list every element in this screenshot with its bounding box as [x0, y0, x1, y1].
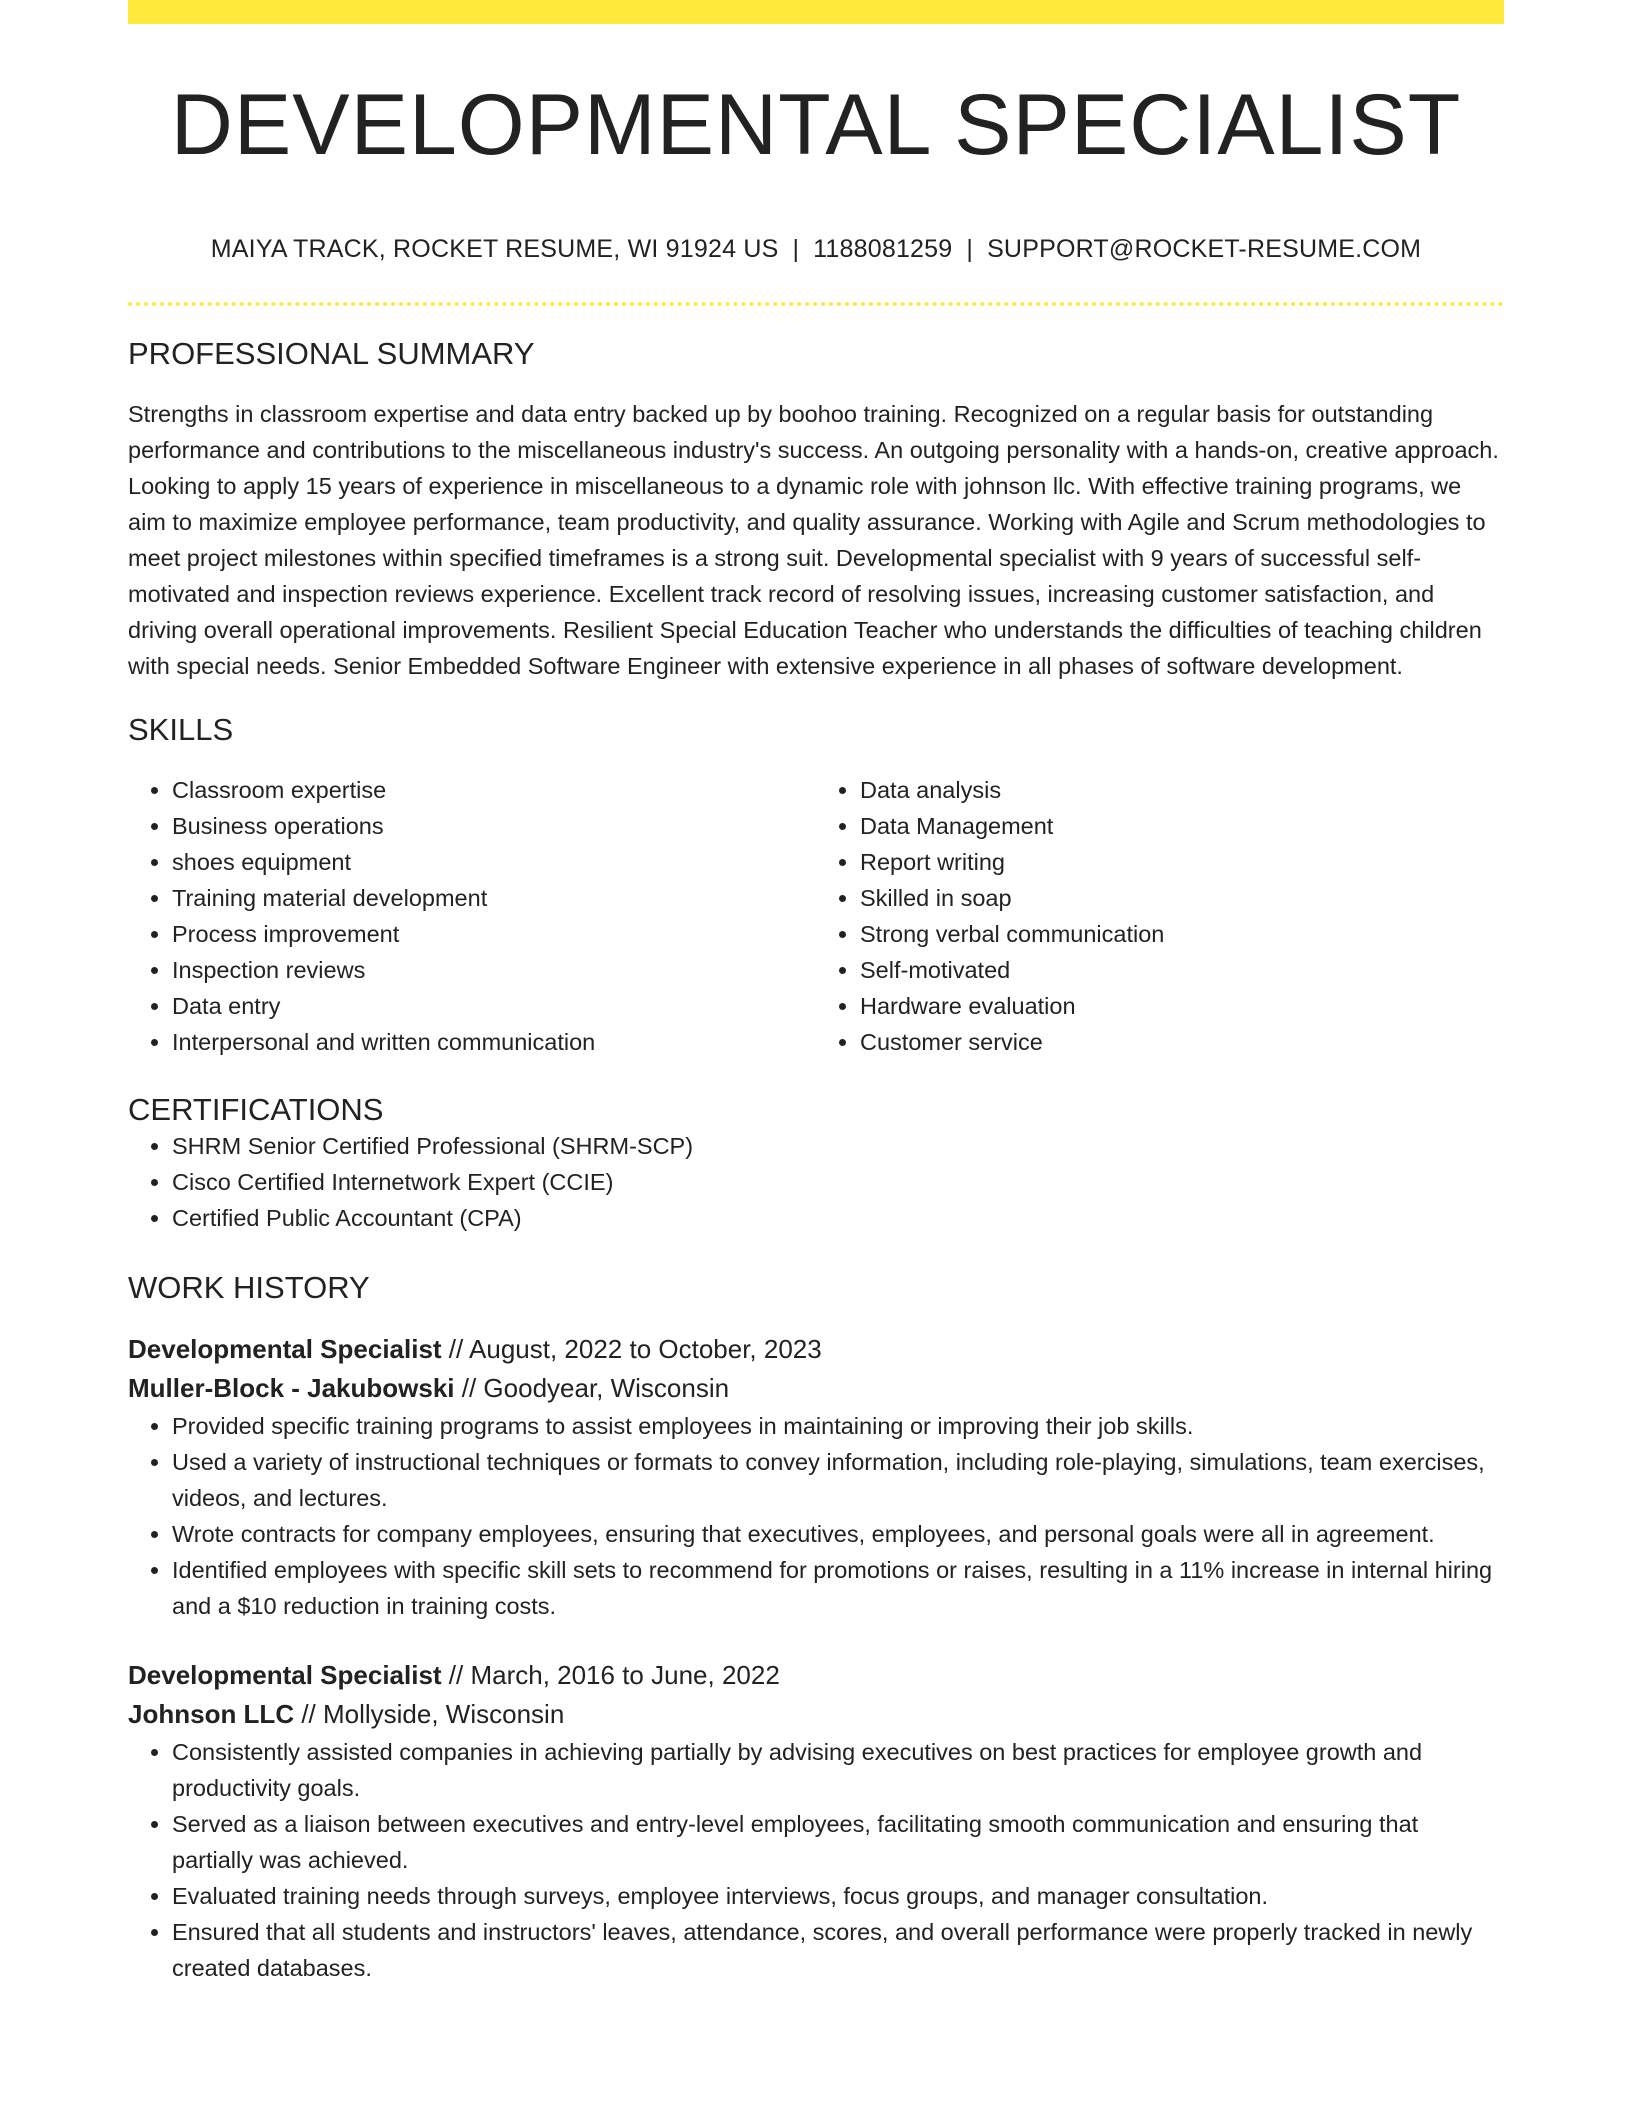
- job-role: Developmental Specialist: [128, 1334, 442, 1364]
- certifications-heading: CERTIFICATIONS: [128, 1092, 384, 1127]
- job-bullet: • Evaluated training needs through surveys, employee interviews, focus groups, and manager consultation.: [172, 1878, 1504, 1914]
- job-role-line: [128, 1656, 1504, 1695]
- skill-item: • Report writing: [860, 844, 1504, 880]
- contact-line: [128, 234, 1504, 264]
- skill-item: • Data analysis: [860, 772, 1504, 808]
- job-company: Johnson LLC: [128, 1699, 295, 1729]
- skill-item: • Training material development: [172, 880, 816, 916]
- job-bullet: • Provided specific training programs to assist employees in maintaining or improving their job skills.: [172, 1408, 1504, 1444]
- skill-item: • Data Management: [860, 808, 1504, 844]
- top-accent-bar: [128, 0, 1504, 24]
- job-company-line: [128, 1369, 1504, 1408]
- job-role: Developmental Specialist: [128, 1660, 442, 1690]
- job-entry: [128, 1656, 1504, 1986]
- skill-item: • Data entry: [172, 988, 816, 1024]
- job-bullets: [128, 1408, 1504, 1624]
- job-role-line: [128, 1330, 1504, 1369]
- job-bullets: [128, 1734, 1504, 1986]
- skills-list-right: [816, 772, 1504, 1060]
- skill-item: • Skilled in soap: [860, 880, 1504, 916]
- job-entry: [128, 1330, 1504, 1624]
- summary-text: Strengths in classroom expertise and data entry backed up by boohoo training. Recognized on a regular basis for outstanding performance and contributions to the miscellaneous industry's success. An outgoing personality with a hands-on, creative approach. Looking to apply 15 years of experience in miscellaneous to a dynamic role with johnson llc. With effective training programs, we aim to maximize employee performance, team productivity, and quality assurance. Working with Agile and Scrum methodologies to meet project milestones within specified timeframes is a strong suit. Developmental specialist with 9 years of successful self-motivated and inspection reviews experience. Excellent track record of resolving issues, increasing customer satisfaction, and driving overall operational improvements. Resilient Special Education Teacher who understands the difficulties of teaching children with special needs. Senior Embedded Software Engineer with extensive experience in all phases of software development.: [128, 401, 1499, 679]
- skill-item: • Customer service: [860, 1024, 1504, 1060]
- job-company: Muller-Block - Jakubowski: [128, 1373, 455, 1403]
- contact-separator: |: [792, 235, 800, 263]
- skill-item: • Interpersonal and written communication: [172, 1024, 816, 1060]
- certifications-list: [128, 1128, 1504, 1236]
- job-bullet: • Used a variety of instructional techniques or formats to convey information, including role-playing, simulations, team exercises, videos, and lectures.: [172, 1444, 1504, 1516]
- job-dates: // March, 2016 to June, 2022: [441, 1660, 780, 1690]
- skill-item: • Inspection reviews: [172, 952, 816, 988]
- resume-page: [128, 0, 1504, 1986]
- job-location: // Mollyside, Wisconsin: [294, 1699, 565, 1729]
- job-bullet: • Served as a liaison between executives and entry-level employees, facilitating smooth communication and ensuring that partially was achieved.: [172, 1806, 1504, 1878]
- skills-list-left: [128, 772, 816, 1060]
- skills-columns: [128, 772, 1504, 1060]
- job-dates: // August, 2022 to October, 2023: [441, 1334, 822, 1364]
- skill-item: • Classroom expertise: [172, 772, 816, 808]
- certification-item: • SHRM Senior Certified Professional (SHRM-SCP): [172, 1128, 1504, 1164]
- contact-separator: |: [966, 235, 974, 263]
- job-location: // Goodyear, Wisconsin: [454, 1373, 730, 1403]
- contact-phone: 1188081259: [813, 235, 953, 263]
- skills-heading: SKILLS: [128, 712, 234, 747]
- page-title: DEVELOPMENTAL SPECIALIST: [170, 77, 1462, 173]
- job-bullet: • Ensured that all students and instructors' leaves, attendance, scores, and overall performance were properly tracked in newly created databases.: [172, 1914, 1504, 1986]
- skill-item: • Self-motivated: [860, 952, 1504, 988]
- job-bullet: • Identified employees with specific skill sets to recommend for promotions or raises, resulting in a 11% increase in internal hiring and a $10 reduction in training costs.: [172, 1552, 1504, 1624]
- contact-email: SUPPORT@ROCKET-RESUME.COM: [987, 235, 1422, 263]
- skill-item: • Business operations: [172, 808, 816, 844]
- certification-item: • Cisco Certified Internetwork Expert (CCIE): [172, 1164, 1504, 1200]
- skill-item: • shoes equipment: [172, 844, 816, 880]
- certification-item: • Certified Public Accountant (CPA): [172, 1200, 1504, 1236]
- contact-address: MAIYA TRACK, ROCKET RESUME, WI 91924 US: [210, 235, 779, 263]
- job-bullet: • Wrote contracts for company employees, ensuring that executives, employees, and personal goals were all in agreement.: [172, 1516, 1504, 1552]
- summary-heading: PROFESSIONAL SUMMARY: [128, 336, 535, 371]
- job-company-line: [128, 1695, 1504, 1734]
- header-divider: [128, 302, 1504, 306]
- skill-item: • Process improvement: [172, 916, 816, 952]
- skill-item: • Strong verbal communication: [860, 916, 1504, 952]
- skill-item: • Hardware evaluation: [860, 988, 1504, 1024]
- job-bullet: • Consistently assisted companies in achieving partially by advising executives on best practices for employee growth and productivity goals.: [172, 1734, 1504, 1806]
- work-history-heading: WORK HISTORY: [128, 1270, 370, 1305]
